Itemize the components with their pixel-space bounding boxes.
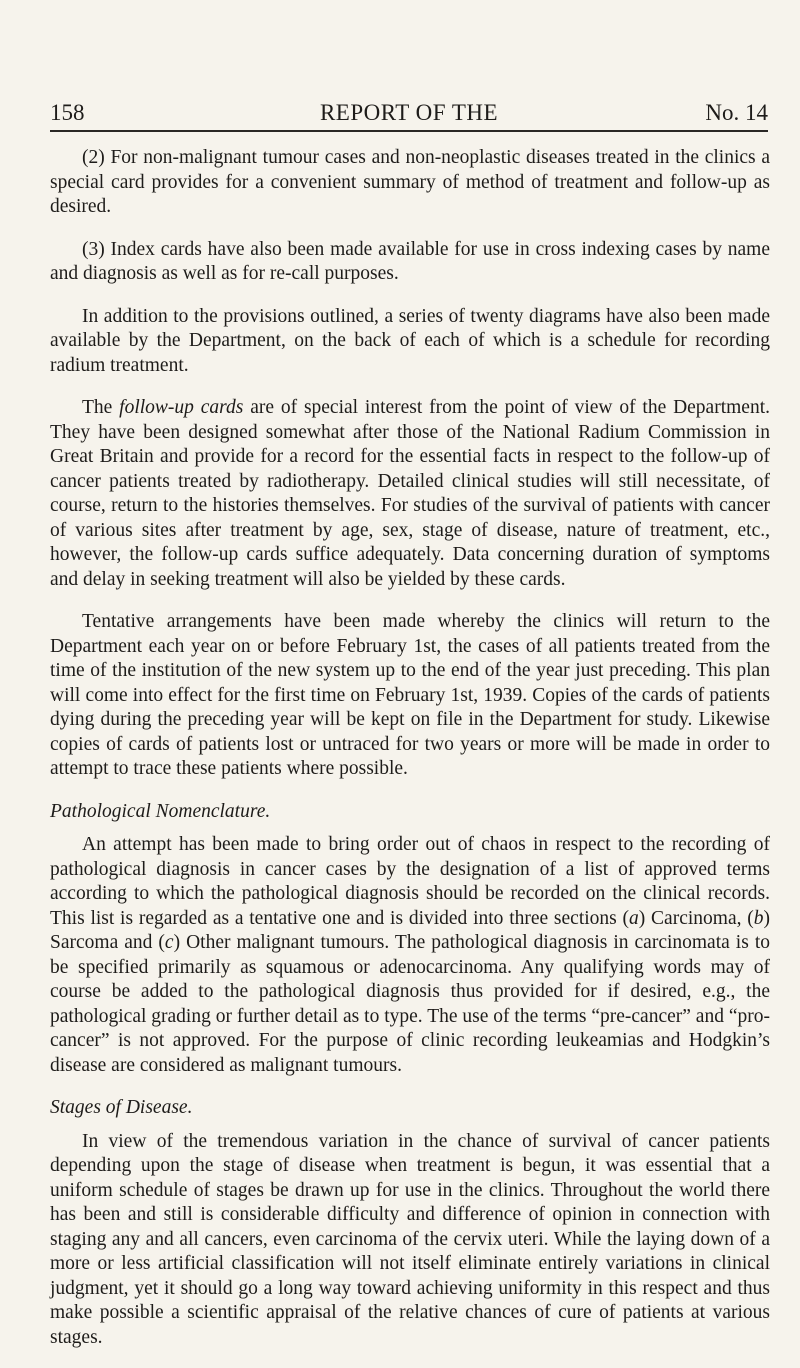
- header-rule: [50, 130, 768, 132]
- follow-up-cards-term: follow-up cards: [119, 397, 244, 418]
- paragraph-diagrams: In addition to the provisions outlined, a series of twenty diagrams have also been made available by the Department, on the back of each of which is a schedule for recording radium treatment.: [50, 305, 770, 376]
- body-text: [50, 146, 770, 1368]
- nomenclature-text-d: ) Other malignant tumours. The pathological diagnosis in carcinomata is to be specified primarily as squamous or adenocarcinoma. Any qualifying words may of course be added to the pathological diagnosis thus provided for if desired, e.g., the pathological grading or further detail as to type. The use of the terms “pre-cancer” and “pro-cancer” is not approved. For the purpose of clinic recording leukeamias and Hodgkin’s disease are considered as malignant tumours.: [50, 932, 770, 1076]
- running-title: REPORT OF THE: [319, 100, 499, 125]
- nomenclature-text-b: ) Carcinoma, (: [638, 907, 754, 929]
- paragraph-tentative-arrangements: Tentative arrangements have been made whereby the clinics will return to the Department each year on or before February 1st, the cases of all patients treated from the time of the institution of the new system up to the end of the year just preceding. This plan will come into effect for the first time on February 1st, 1939. Copies of the cards of patients dying during the preceding year will be kept on file in the Department for study. Likewise copies of cards of patients lost or untraced for two years or more will be made in order to attempt to trace these patients where possible.: [50, 611, 770, 779]
- paragraph-follow-up-cards: [50, 396, 770, 592]
- heading-pathological-nomenclature: Pathological Nomenclature.: [50, 800, 271, 822]
- section-letter-c: c: [164, 932, 174, 953]
- nomenclature-text-a: An attempt has been made to bring order out of chaos in respect to the recording of pathological diagnosis in cancer cases by the designation of a list of approved terms according to which the pathological diagnosis should be recorded on the clinical records. This list is regarded as a tentative one and is divided into three sections (: [50, 834, 770, 929]
- paragraph-index-cards: (3) Index cards have also been made available for use in cross indexing cases by name and diagnosis as well as for re-call purposes.: [50, 238, 770, 284]
- nomenclature-text-c: ) Sarcoma and (: [50, 907, 770, 953]
- follow-up-lead: The: [82, 397, 120, 418]
- paragraph-non-malignant-cards: (2) For non-malignant tumour cases and non-neoplastic diseases treated in the clinics a special card provides for a convenient summary of method of treatment and follow-up as desired.: [50, 147, 770, 217]
- section-letter-b: b: [753, 907, 764, 929]
- paragraph-pathological-nomenclature: [50, 833, 770, 1078]
- follow-up-body: are of special interest from the point of view of the Department. They have been designed somewhat after those of the National Radium Commission in Great Britain and provide for a record for the essential facts in respect to the follow-up of cancer patients treated by radiotherapy. Detailed clinical studies will still necessitate, of course, return to the histories themselves. For studies of the survival of patients with cancer of various sites after treatment by age, sex, stage of disease, nature of treatment, etc., however, the follow-up cards suffice adequately. Data concerning duration of symptoms and delay in seeking treatment will also be yielded by these cards.: [50, 397, 770, 590]
- section-letter-a: a: [629, 907, 639, 929]
- issue-number: No. 14: [705, 100, 768, 125]
- page-number: 158: [50, 100, 85, 125]
- paragraph-stages-of-disease: In view of the tremendous variation in the chance of survival of cancer patients depending upon the stage of disease when treatment is begun, it was essential that a uniform schedule of stages be drawn up for use in the clinics. Throughout the world there has been and still is considerable difficulty and difference of opinion in connection with staging any and all cancers, even carcinoma of the cervix uteri. While the laying down of a more or less artificial classification will not itself eliminate entirely variations in clinical judgment, yet it should go a long way toward achieving uniformity in this respect and thus make possible a scientific appraisal of the relative chances of cure of patients at various stages.: [50, 1130, 770, 1348]
- heading-stages-of-disease: Stages of Disease.: [50, 1097, 193, 1118]
- page-header: [50, 100, 768, 130]
